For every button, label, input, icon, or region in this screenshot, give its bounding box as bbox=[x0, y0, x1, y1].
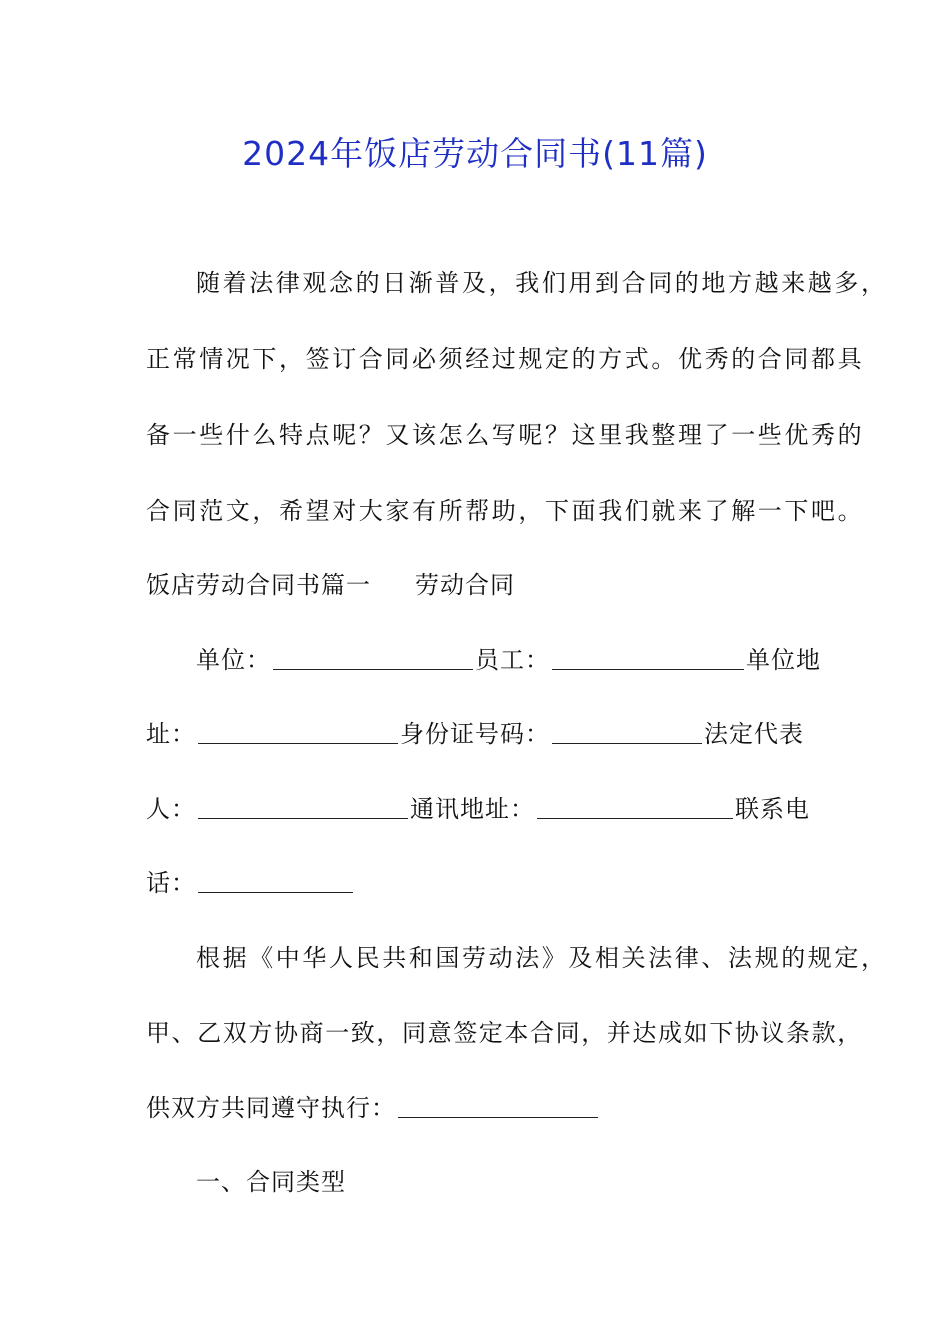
section-heading: 饭店劳动合同书篇一 bbox=[146, 571, 371, 599]
legal-rep-label-a: 法定代表 bbox=[704, 720, 804, 748]
phone-blank[interactable] bbox=[198, 870, 353, 893]
unit-address-label-a: 单位地 bbox=[746, 646, 821, 674]
id-number-label: 身份证号码： bbox=[400, 720, 550, 748]
phone-label-a: 联系电 bbox=[735, 795, 810, 823]
intro-line-1: 随着法律观念的日渐普及，我们用到合同的地方越来越多， bbox=[196, 269, 888, 297]
employee-blank[interactable] bbox=[552, 647, 744, 670]
mail-address-blank[interactable] bbox=[537, 796, 733, 819]
form-line-1 bbox=[196, 645, 821, 675]
clause-1-heading: 一、合同类型 bbox=[196, 1168, 346, 1196]
legal-rep-label-b: 人： bbox=[146, 795, 196, 823]
employee-label: 员工： bbox=[475, 646, 550, 674]
unit-blank[interactable] bbox=[273, 647, 473, 670]
id-number-blank[interactable] bbox=[552, 721, 702, 744]
basis-line-3 bbox=[146, 1093, 600, 1123]
form-line-3 bbox=[146, 794, 810, 824]
document-title: 2024年饭店劳动合同书(11篇) bbox=[242, 134, 708, 173]
basis-line-3-text: 供双方共同遵守执行： bbox=[146, 1094, 396, 1122]
form-line-2 bbox=[146, 719, 804, 749]
basis-line-2: 甲、乙双方协商一致，同意签定本合同，并达成如下协议条款， bbox=[146, 1019, 863, 1047]
basis-line-1: 根据《中华人民共和国劳动法》及相关法律、法规的规定， bbox=[196, 944, 888, 972]
phone-label-b: 话： bbox=[146, 869, 196, 897]
unit-label: 单位： bbox=[196, 646, 271, 674]
section-heading-line bbox=[146, 570, 515, 600]
unit-address-blank[interactable] bbox=[198, 721, 398, 744]
intro-line-2: 正常情况下，签订合同必须经过规定的方式。优秀的合同都具 bbox=[146, 345, 865, 373]
basis-blank[interactable] bbox=[398, 1095, 598, 1118]
legal-rep-blank[interactable] bbox=[198, 796, 408, 819]
mail-address-label: 通讯地址： bbox=[410, 795, 535, 823]
unit-address-label-b: 址： bbox=[146, 720, 196, 748]
section-subtitle: 劳动合同 bbox=[415, 571, 515, 599]
intro-line-3: 备一些什么特点呢？又该怎么写呢？这里我整理了一些优秀的 bbox=[146, 421, 865, 449]
form-line-4 bbox=[146, 868, 355, 898]
intro-line-4: 合同范文，希望对大家有所帮助，下面我们就来了解一下吧。 bbox=[146, 497, 865, 525]
